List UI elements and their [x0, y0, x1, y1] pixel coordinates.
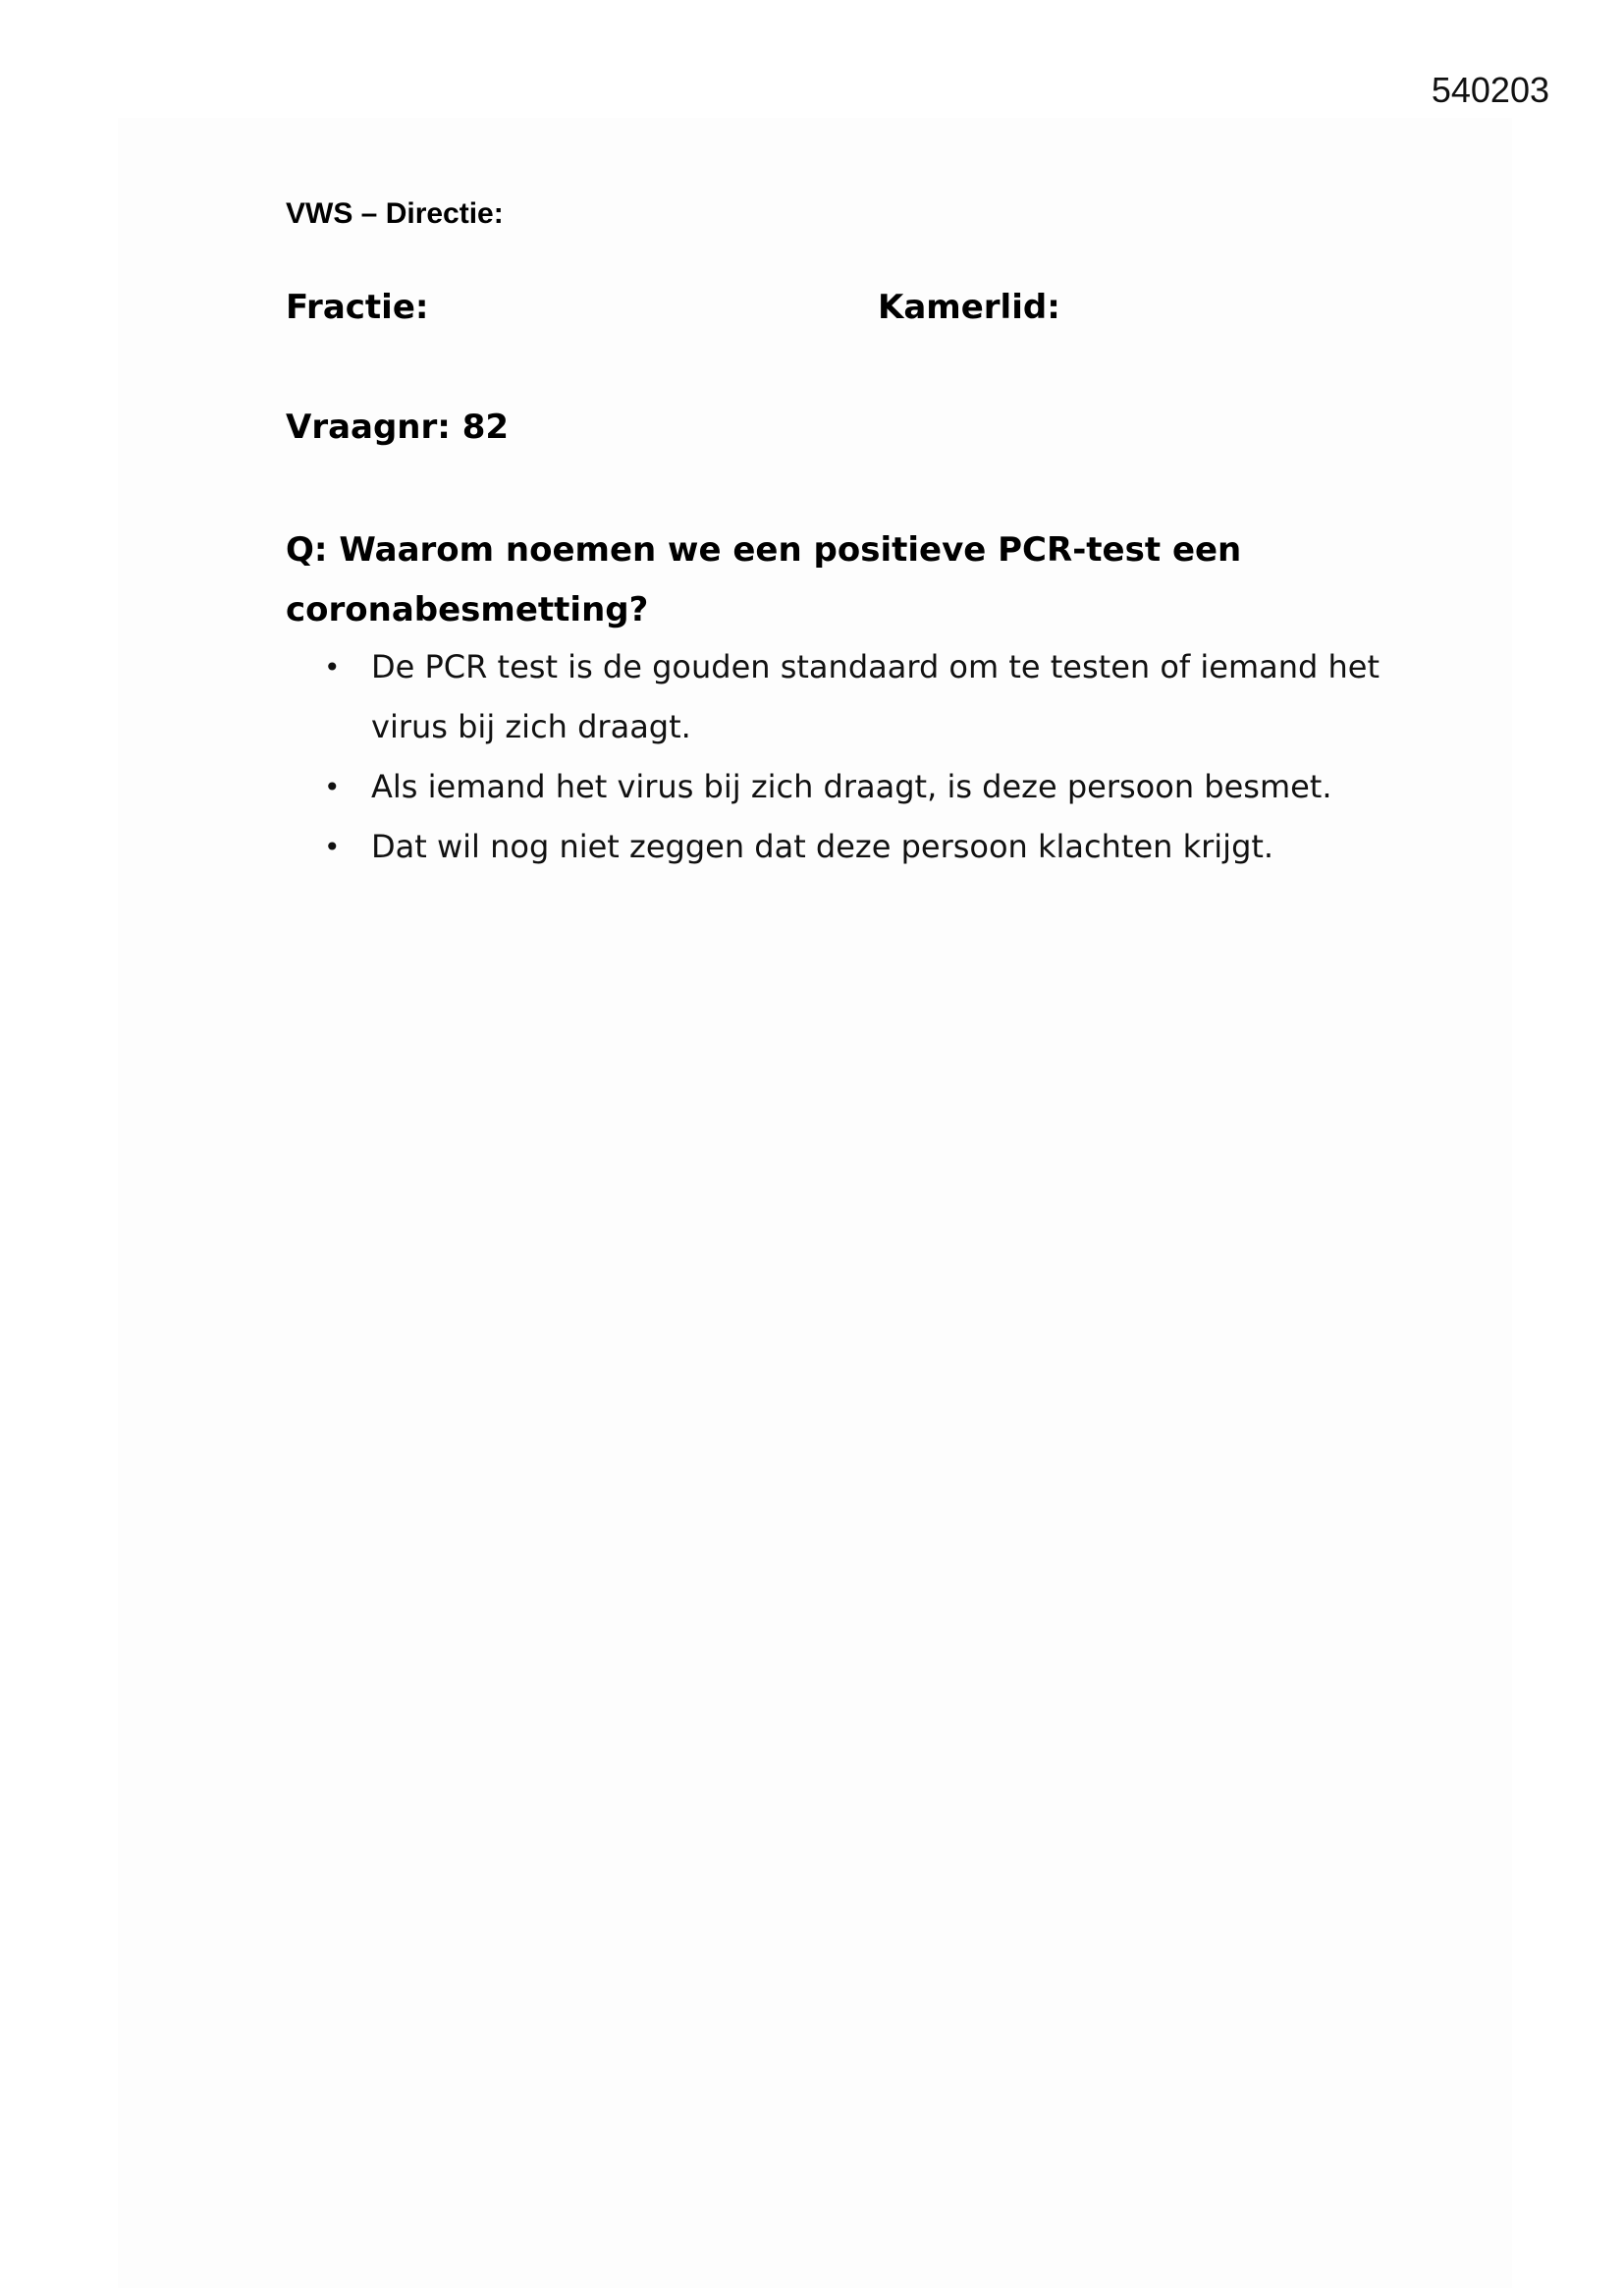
list-item	[324, 757, 1384, 817]
question-text: Q: Waarom noemen we een positieve PCR-test een coronabesmetting?	[286, 530, 1242, 629]
document-number: 540203	[1431, 70, 1549, 110]
list-item	[324, 637, 1384, 757]
bullet-icon: •	[324, 651, 341, 683]
list-item	[324, 817, 1384, 877]
answer-text: De PCR test is de gouden standaard om te testen of iemand het virus bij zich draagt.	[371, 648, 1380, 745]
answer-list	[324, 637, 1384, 877]
question-number: Vraagnr: 82	[286, 408, 510, 447]
answer-text: Als iemand het virus bij zich draagt, is deze persoon besmet.	[371, 768, 1332, 805]
bullet-icon: •	[324, 831, 341, 863]
fractie-label: Fractie:	[286, 288, 429, 327]
directie-label: VWS – Directie:	[286, 197, 504, 230]
answer-text: Dat wil nog niet zeggen dat deze persoon klachten krijgt.	[371, 828, 1274, 865]
bullet-icon: •	[324, 771, 341, 803]
kamerlid-label: Kamerlid:	[878, 288, 1060, 327]
